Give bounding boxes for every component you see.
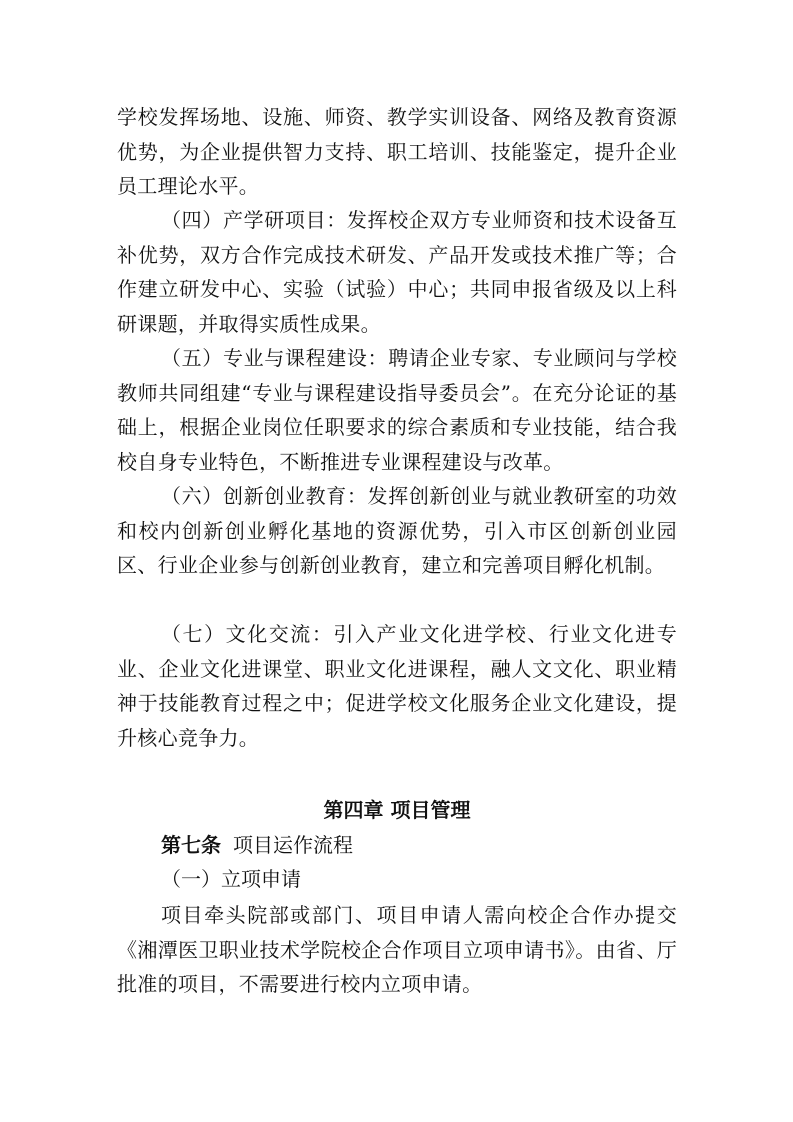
paragraph-industry-research: （四）产学研项目：发挥校企双方专业师资和技术设备互补优势，双方合作完成技术研发、产品开发或技术推广等；合作建立研发中心、实验（试验）中心；共同申报省级及以上科研课题，并取得实质性成果。 bbox=[117, 208, 677, 336]
article-label: 第七条 bbox=[161, 833, 221, 857]
paragraph-curriculum: （五）专业与课程建设：聘请企业专家、专业顾问与学校教师共同组建“专业与课程建设指导委员会”。在充分论证的基础上，根据企业岗位任职要求的综合素质和专业技能，结合我校自身专业特色，不断推进专业课程建设与改革。 bbox=[117, 346, 677, 474]
article-heading bbox=[161, 830, 353, 860]
article-title: 项目运作流程 bbox=[233, 833, 353, 857]
paragraph-school-resources: 学校发挥场地、设施、师资、教学实训设备、网络及教育资源优势，为企业提供智力支持、职工培训、技能鉴定，提升企业员工理论水平。 bbox=[117, 105, 677, 198]
paragraph-innovation: （六）创新创业教育：发挥创新创业与就业教研室的功效和校内创新创业孵化基地的资源优势，引入市区创新创业园区、行业企业参与创新创业教育，建立和完善项目孵化机制。 bbox=[117, 484, 677, 577]
chapter-heading: 第四章 项目管理 bbox=[323, 798, 471, 822]
subsection-heading: （一）立项申请 bbox=[161, 867, 301, 891]
paragraph-culture: （七）文化交流：引入产业文化进学校、行业文化进专业、企业文化进课堂、职业文化进课程，融人文文化、职业精神于技能教育过程之中；促进学校文化服务企业文化建设，提升核心竞争力。 bbox=[117, 622, 677, 750]
paragraph-application: 项目牵头院部或部门、项目申请人需向校企合作办提交《湘潭医卫职业技术学院校企合作项目立项申请书》。由省、厅批准的项目，不需要进行校内立项申请。 bbox=[117, 903, 677, 996]
